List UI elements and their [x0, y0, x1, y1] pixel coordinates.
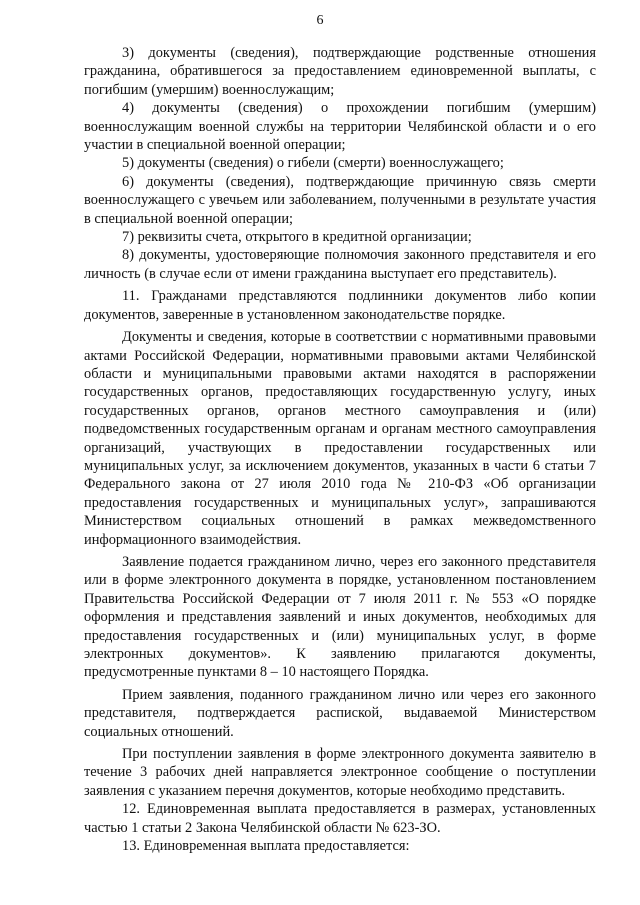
- paragraph-item-8: 8) документы, удостоверяющие полномочия законного представителя и его личность (в случае если от имени гражданина выступает его представитель).: [84, 247, 596, 282]
- paragraph-application-receipt: Прием заявления, поданного гражданином лично или через его законного представителя, подтверждается распиской, выдаваемой Министерством социальных отношений.: [84, 686, 596, 740]
- paragraph-electronic-application: При поступлении заявления в форме электронного документа заявителю в течение 3 рабочих дней направляется электронное сообщение о поступлении заявления с указанием перечня документов, которые необходимо представить.: [84, 746, 596, 799]
- paragraph-application-submission: Заявление подается гражданином лично, через его законного представителя или в форме электронного документа в порядке, установленном постановлением Правительства Российской Федерации от 7 июля 2011 г. № 553 «О порядке оформления и представления заявлений и иных документов, необходимых для предоставления государственных и (или) муниципальных услуг, в форме электронных документов». К заявлению прилагаются документы, предусмотренные пунктами 8 – 10 настоящего Порядка.: [84, 553, 596, 681]
- paragraph-item-3: 3) документы (сведения), подтверждающие родственные отношения гражданина, обратившегося за предоставлением единовременной выплаты, с погибшим (умершим) военнослужащим;: [84, 45, 596, 98]
- paragraph-section-13: 13. Единовременная выплата предоставляется:: [122, 838, 410, 855]
- document-body: [84, 44, 596, 855]
- page-number: 6: [316, 13, 324, 28]
- paragraph-documents-info: Документы и сведения, которые в соответствии с нормативными правовыми актами Российской Федерации, нормативными правовыми актами Челябинской области и муниципальными правовыми актами находятся в распоряжении государственных органов, предоставляющих государственную услугу, иных государственных органов, органов местного самоуправления и (или) подведомственных государственным органам и органам местного самоуправления организаций, участвующих в предоставлении государственных или муниципальных услуг, за исключением документов, указанных в части 6 статьи 7 Федерального закона от 27 июля 2010 года № 210-ФЗ «Об организации предоставления государственных и муниципальных услуг», запрашиваются Министерством социальных отношений в рамках межведомственного информационного взаимодействия.: [84, 329, 596, 548]
- paragraph-section-12: 12. Единовременная выплата предоставляется в размерах, установленных частью 1 статьи 2 Закона Челябинской области № 623-ЗО.: [84, 801, 596, 836]
- paragraph-item-4: 4) документы (сведения) о прохождении погибшим (умершим) военнослужащим военной службы на территории Челябинской области и о его участии в специальной военной операции;: [84, 100, 596, 154]
- paragraph-item-6: 6) документы (сведения), подтверждающие причинную связь смерти военнослужащего с увечьем или заболеванием, полученными в результате участия в специальной военной операции;: [84, 173, 596, 227]
- paragraph-item-5: 5) документы (сведения) о гибели (смерти) военнослужащего;: [122, 155, 504, 172]
- paragraph-section-11: 11. Гражданами представляются подлинники документов либо копии документов, заверенные в установленном законодательстве порядке.: [84, 288, 596, 323]
- paragraph-item-7: 7) реквизиты счета, открытого в кредитной организации;: [122, 229, 472, 246]
